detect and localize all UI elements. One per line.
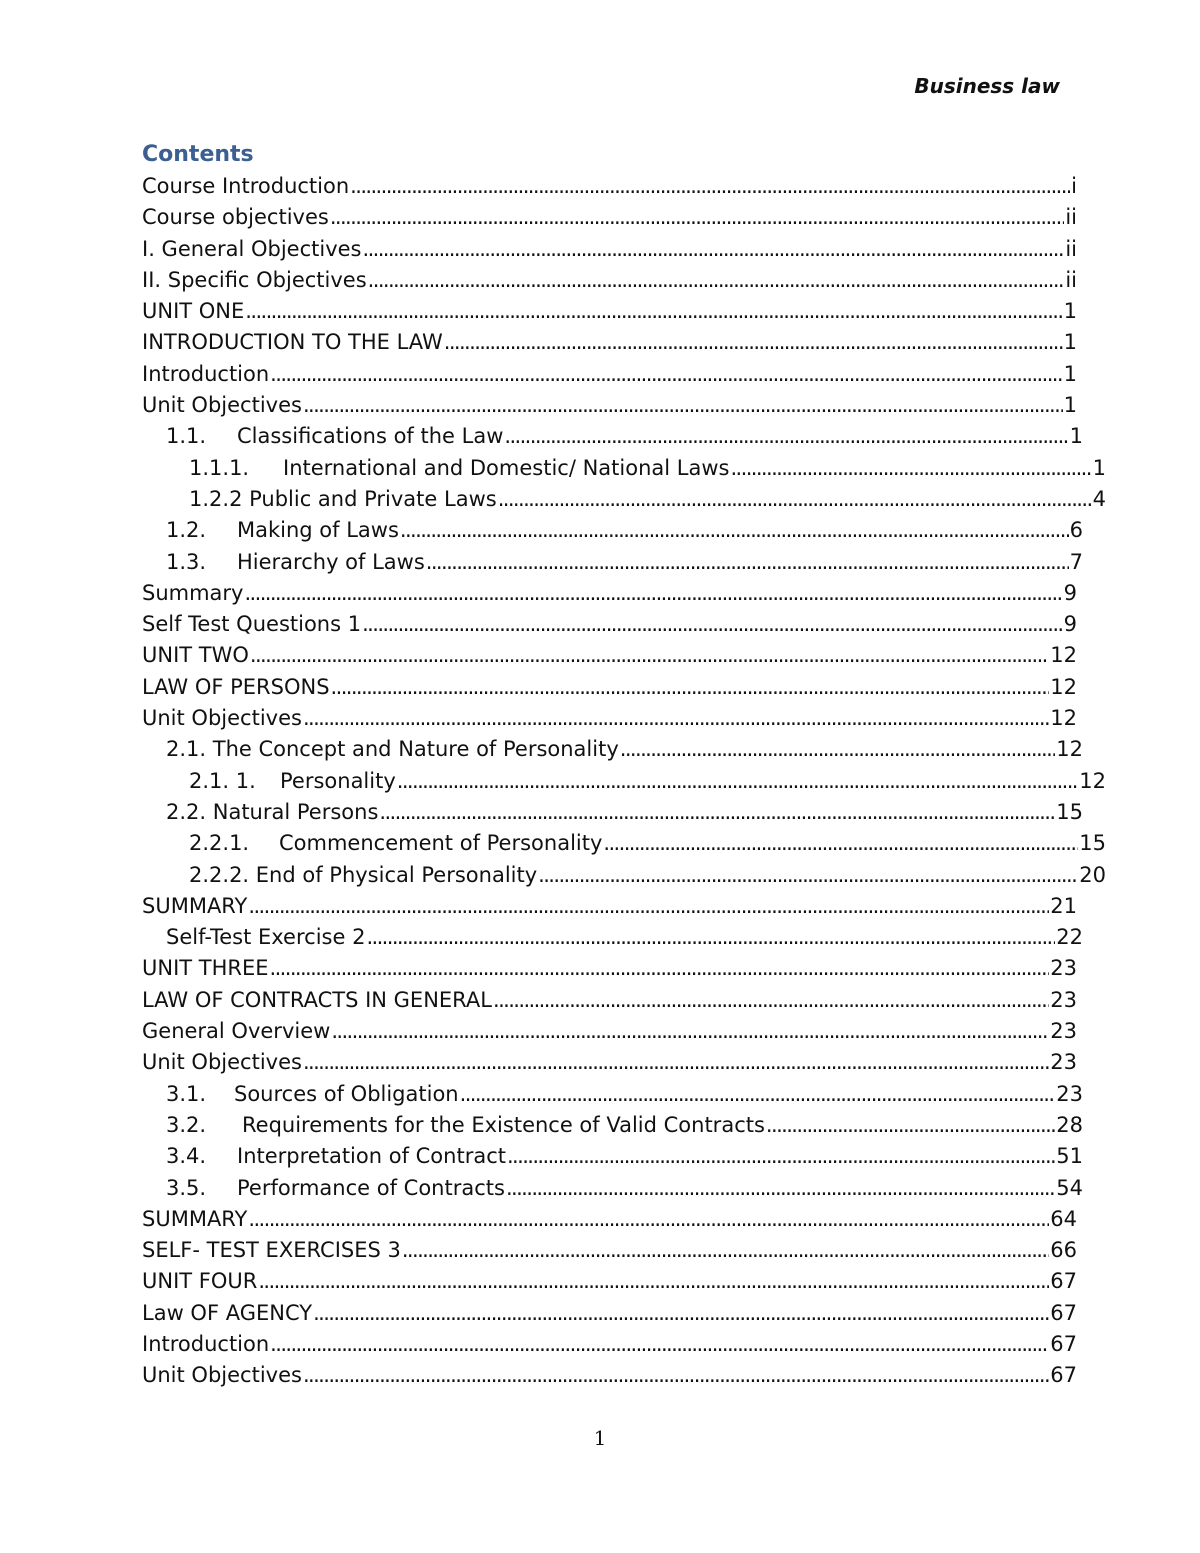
toc-dot-leader [507,1141,1055,1172]
toc-entry[interactable] [142,828,1106,859]
toc-entry-title: Performance of Contracts [237,1175,505,1200]
toc-entry-page: 67 [1050,1363,1077,1388]
toc-dot-leader [270,359,1062,390]
toc-entry-title: 2.1. The Concept and Nature of Personality [166,737,619,762]
toc-entry[interactable] [142,234,1077,265]
toc-dot-leader [350,171,1070,202]
toc-entry-page: 22 [1056,925,1083,950]
toc-entry-page: ii [1065,236,1077,261]
toc-dot-leader [331,1016,1049,1047]
toc-dot-leader [330,202,1065,233]
toc-entry-title: SUMMARY [142,1206,248,1231]
toc-entry-page: 54 [1056,1175,1083,1200]
table-of-contents [142,171,1106,1392]
toc-entry-number: 2.2.1. [189,831,250,856]
toc-entry-page: 67 [1050,1269,1077,1294]
toc-dot-leader [248,1204,1049,1235]
toc-entry[interactable] [142,1204,1077,1235]
toc-dot-leader [270,1329,1049,1360]
toc-entry[interactable] [142,515,1083,546]
toc-entry[interactable] [142,985,1077,1016]
toc-dot-leader [250,640,1049,671]
toc-dot-leader [270,953,1050,984]
toc-entry-page: 15 [1079,831,1106,856]
toc-entry-title: UNIT ONE [142,299,245,324]
toc-entry-title: Hierarchy of Laws [237,549,425,574]
toc-entry-title: Course Introduction [142,174,350,198]
toc-entry-title: Self Test Questions 1 [142,612,362,637]
toc-entry-number: 3.4. [166,1144,207,1169]
toc-dot-leader [303,390,1063,421]
toc-entry[interactable] [142,1360,1077,1391]
toc-entry-title: Introduction [142,1331,270,1356]
toc-dot-leader [498,484,1092,515]
toc-entry-page: 23 [1050,1019,1077,1044]
toc-entry-page: 6 [1069,518,1083,543]
toc-entry-title: Making of Laws [237,518,399,543]
toc-dot-leader [303,1047,1049,1078]
toc-entry[interactable] [142,1141,1083,1172]
toc-dot-leader [379,797,1055,828]
toc-entry[interactable] [142,547,1083,578]
toc-entry-page: i [1071,174,1077,198]
toc-entry-page: ii [1065,205,1077,230]
toc-entry-title: Interpretation of Contract [237,1144,506,1169]
toc-entry-title: 2.2.2. End of Physical Personality [189,862,538,887]
toc-dot-leader [444,327,1063,358]
toc-entry-page: 67 [1050,1331,1077,1356]
toc-heading: Contents [142,142,254,167]
toc-entry[interactable] [142,734,1083,765]
toc-entry-title: 2.2. Natural Persons [166,799,379,824]
toc-entry[interactable] [142,891,1077,922]
toc-dot-leader [362,609,1063,640]
toc-entry[interactable] [142,703,1077,734]
toc-entry-title: SELF- TEST EXERCISES 3 [142,1238,401,1263]
toc-entry-number: 1.1.1. [189,455,250,480]
toc-dot-leader [426,547,1069,578]
toc-dot-leader [248,891,1049,922]
toc-dot-leader [400,515,1069,546]
toc-entry-title: Unit Objectives [142,393,302,418]
toc-entry-title: Self-Test Exercise 2 [166,925,366,950]
toc-entry-page: 15 [1056,799,1083,824]
toc-dot-leader [366,922,1055,953]
toc-dot-leader [303,703,1049,734]
toc-entry-title: Classifications of the Law [237,424,504,449]
toc-entry-page: 9 [1063,580,1077,605]
toc-entry-page: 21 [1050,893,1077,918]
toc-entry-page: 1 [1063,330,1077,355]
toc-entry[interactable] [142,797,1083,828]
toc-entry-title: II. Specific Objectives [142,267,367,292]
toc-dot-leader [620,734,1056,765]
toc-entry-title: LAW OF CONTRACTS IN GENERAL [142,987,492,1012]
toc-dot-leader [397,766,1078,797]
toc-entry-title: UNIT THREE [142,956,269,981]
toc-entry[interactable] [142,672,1077,703]
toc-entry[interactable] [142,453,1106,484]
toc-entry-number: 1.2. [166,518,207,543]
toc-dot-leader [538,860,1078,891]
toc-entry-page: 1 [1069,424,1083,449]
toc-entry-page: 12 [1079,768,1106,793]
toc-entry-page: 4 [1092,486,1106,511]
toc-entry[interactable] [142,1047,1077,1078]
running-header: Business law [914,74,1060,98]
toc-entry-page: 23 [1050,956,1077,981]
toc-dot-leader [766,1110,1055,1141]
toc-entry-page: ii [1065,267,1077,292]
toc-entry[interactable] [142,860,1106,891]
toc-entry-title: LAW OF PERSONS [142,674,330,699]
toc-entry-number: 3.5. [166,1175,207,1200]
toc-entry-number: 3.1. [166,1081,207,1106]
toc-entry-title: Law OF AGENCY [142,1300,313,1325]
toc-entry[interactable] [142,296,1077,327]
toc-entry[interactable] [142,1079,1083,1110]
toc-entry-page: 64 [1050,1206,1077,1231]
toc-entry[interactable] [142,640,1077,671]
toc-dot-leader [245,296,1062,327]
toc-entry-title: Unit Objectives [142,1050,302,1075]
toc-entry-title: General Overview [142,1019,331,1044]
toc-entry[interactable] [142,265,1077,296]
toc-entry-number: 1.3. [166,549,207,574]
toc-entry[interactable] [142,1298,1077,1329]
toc-entry-title: Sources of Obligation [234,1081,459,1106]
toc-entry-number: 2.1. 1. [189,768,256,793]
toc-entry-page: 67 [1050,1300,1077,1325]
toc-dot-leader [303,1360,1049,1391]
toc-entry[interactable] [142,1016,1077,1047]
toc-entry-page: 12 [1050,706,1077,731]
toc-dot-leader [504,421,1068,452]
toc-entry-page: 12 [1050,674,1077,699]
toc-entry-page: 28 [1056,1112,1083,1137]
toc-entry[interactable] [142,202,1077,233]
toc-entry-page: 66 [1050,1238,1077,1263]
toc-entry[interactable] [142,1235,1077,1266]
toc-entry-title: Unit Objectives [142,1363,302,1388]
toc-entry-page: 1 [1063,393,1077,418]
toc-entry-page: 23 [1050,1050,1077,1075]
toc-entry[interactable] [142,171,1077,202]
toc-entry-title: Course objectives [142,205,329,230]
toc-entry-title: Personality [280,768,396,793]
toc-dot-leader [258,1266,1049,1297]
toc-entry-title: UNIT FOUR [142,1269,258,1294]
toc-entry-page: 51 [1056,1144,1083,1169]
toc-entry-page: 23 [1056,1081,1083,1106]
page-number: 1 [593,1426,607,1450]
toc-entry-page: 23 [1050,987,1077,1012]
toc-entry-number: 3.2. [166,1112,207,1137]
toc-entry[interactable] [142,1266,1077,1297]
toc-entry-title: Commencement of Personality [279,831,603,856]
toc-entry-page: 7 [1069,549,1083,574]
toc-entry[interactable] [142,359,1077,390]
toc-entry[interactable] [142,922,1083,953]
toc-entry-title: Requirements for the Existence of Valid Contracts [242,1112,765,1137]
toc-dot-leader [493,985,1049,1016]
toc-entry[interactable] [142,484,1106,515]
toc-entry-title: I. General Objectives [142,236,362,261]
toc-entry[interactable] [142,1173,1083,1204]
toc-dot-leader [402,1235,1049,1266]
toc-entry[interactable] [142,578,1077,609]
toc-entry-title: International and Domestic/ National Laws [283,455,730,480]
toc-entry-page: 20 [1079,862,1106,887]
toc-entry-title: Introduction [142,361,270,386]
toc-entry[interactable] [142,327,1077,358]
toc-dot-leader [313,1298,1049,1329]
toc-entry-page: 12 [1050,643,1077,668]
toc-entry-title: INTRODUCTION TO THE LAW [142,330,443,355]
toc-entry[interactable] [142,609,1077,640]
toc-dot-leader [730,453,1091,484]
toc-entry-page: 1 [1063,299,1077,324]
toc-dot-leader [506,1173,1055,1204]
toc-entry[interactable] [142,1329,1077,1360]
toc-entry-page: 1 [1063,361,1077,386]
toc-entry-title: UNIT TWO [142,643,249,668]
toc-entry[interactable] [142,421,1083,452]
toc-entry-title: Unit Objectives [142,706,302,731]
toc-entry[interactable] [142,1110,1083,1141]
toc-dot-leader [363,234,1065,265]
toc-entry-title: SUMMARY [142,893,248,918]
toc-entry[interactable] [142,390,1077,421]
toc-dot-leader [244,578,1062,609]
toc-entry-title: 1.2.2 Public and Private Laws [189,486,497,511]
toc-entry-page: 1 [1092,455,1106,480]
toc-entry-title: Summary [142,580,244,605]
toc-dot-leader [460,1079,1056,1110]
toc-entry-page: 12 [1056,737,1083,762]
toc-entry-number: 1.1. [166,424,207,449]
toc-entry-page: 9 [1063,612,1077,637]
toc-dot-leader [368,265,1065,296]
toc-dot-leader [603,828,1078,859]
toc-entry[interactable] [142,766,1106,797]
toc-dot-leader [331,672,1050,703]
toc-entry[interactable] [142,953,1077,984]
